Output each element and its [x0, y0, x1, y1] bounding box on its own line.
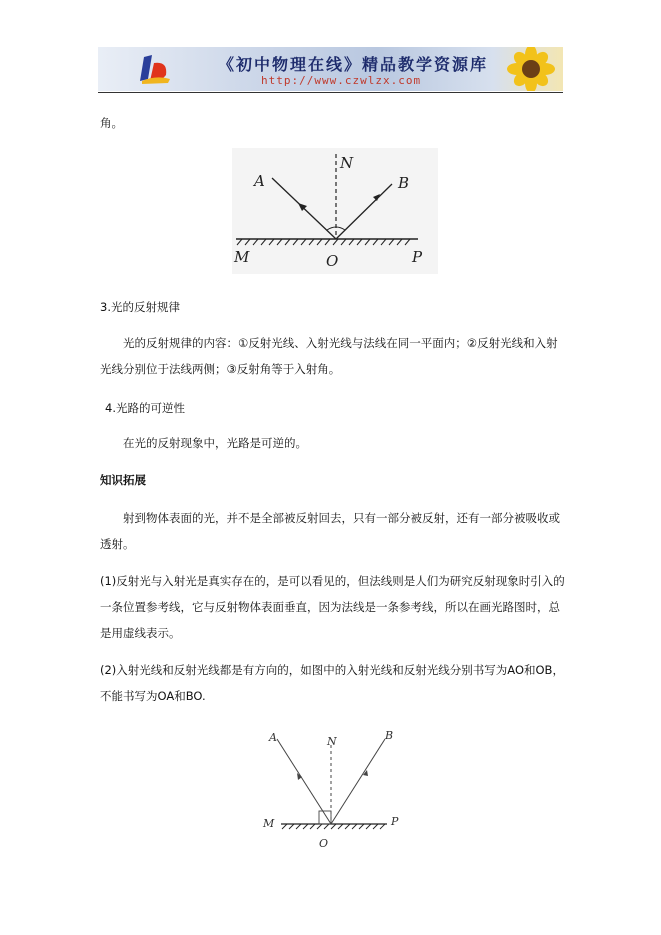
header-rule	[98, 92, 563, 93]
logo-icon	[138, 53, 172, 85]
label-P: P	[412, 248, 423, 266]
label-N: N	[327, 735, 337, 748]
paragraph-extension: 射到物体表面的光，并不是全部被反射回去，只有一部分被反射，还有一部分被吸收或透射。	[100, 511, 560, 551]
paragraph-note-2: (2)入射光线和反射光线都是有方向的，如图中的入射光线和反射光线分别书写为AO和OB，不能书写为OA和BO.	[100, 663, 564, 703]
label-M: M	[234, 248, 250, 266]
heading-reflection-law: 3.光的反射规律	[100, 300, 180, 314]
paragraph-reversibility: 在光的反射现象中，光路是可逆的。	[123, 436, 307, 450]
header-banner	[98, 47, 563, 91]
label-M: M	[263, 817, 275, 830]
label-A: A	[254, 172, 265, 190]
heading-reversibility: 4.光路的可逆性	[105, 401, 185, 415]
label-O: O	[319, 837, 329, 850]
sunflower-icon	[481, 47, 561, 91]
label-P: P	[391, 815, 399, 828]
label-B: B	[398, 174, 410, 192]
reflection-diagram-1	[232, 148, 438, 274]
paragraph-note-1: (1)反射光与入射光是真实存在的，是可以看见的，但法线则是人们为研究反射现象时引入的一条位置参考线，它与反射物体表面垂直，因为法线是一条参考线，所以在画光路图时，总是用虚线表示。	[100, 574, 565, 640]
paragraph-reflection-law: 光的反射规律的内容：①反射光线、入射光线与法线在同一平面内；②反射光线和入射光线分别位于法线两侧；③反射角等于入射角。	[100, 336, 558, 376]
reflection-diagram-2	[255, 725, 405, 853]
header-url[interactable]: http://www.czwlzx.com	[261, 74, 422, 87]
label-O: O	[326, 252, 339, 270]
header-title: 《初中物理在线》精品教学资源库	[218, 55, 489, 74]
label-B: B	[385, 729, 394, 742]
heading-extension: 知识拓展	[100, 473, 146, 487]
label-N: N	[340, 154, 354, 172]
label-A: A	[269, 731, 277, 744]
paragraph-fragment: 角。	[100, 116, 123, 130]
